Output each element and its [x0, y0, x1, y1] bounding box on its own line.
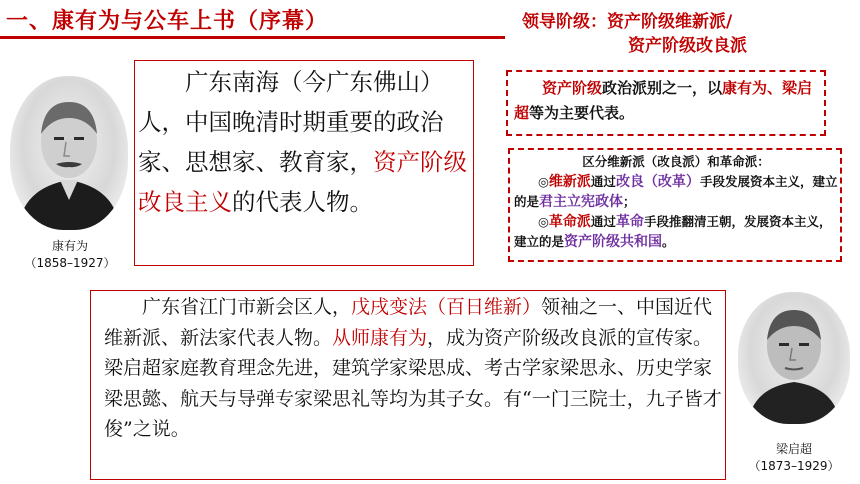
kang-bio-part-2: 的代表人物。: [232, 188, 373, 216]
revolutionary-text-3: 。: [662, 234, 675, 249]
kang-years: （1858–1927）: [24, 256, 116, 270]
revolutionary-means: 革命: [615, 214, 644, 230]
class-text-1: 政治派别之一，以: [602, 79, 723, 97]
liang-bio-part-2: 领袖之一、中国近代维新派、新法家代表人物。: [104, 296, 713, 349]
liang-qichao-portrait: [738, 292, 850, 424]
class-definition-text: [514, 76, 820, 126]
reformist-row: [514, 172, 838, 212]
liang-bio-highlight-2: 从师康有为: [332, 326, 428, 349]
leader-line-1: 领导阶级：资产阶级维新派/: [522, 12, 733, 32]
liang-bio-part-1: 广东省江门市新会区人，: [142, 296, 352, 318]
reformist-result: 君主立宪政体: [539, 194, 624, 210]
liang-portrait-drawing: [738, 292, 850, 424]
revolutionary-text-1: 通过: [590, 214, 616, 229]
liang-bio-highlight-1: 戊戌变法（百日维新）: [351, 296, 542, 318]
bullet-icon: ◎: [538, 174, 549, 189]
liang-name: 梁启超: [775, 442, 812, 456]
revolutionary-term: 革命派: [548, 214, 591, 230]
liang-bio-text: [104, 292, 722, 445]
kang-youwei-portrait: [10, 76, 128, 230]
title-underline: [0, 36, 505, 39]
reformist-text-1: 通过: [590, 174, 616, 189]
liang-years: （1873–1929）: [748, 459, 840, 473]
revolutionary-result: 资产阶级共和国: [564, 234, 663, 250]
class-representatives: 康有为、梁启超: [514, 79, 813, 122]
reformist-text-3: ；: [623, 194, 636, 209]
kang-caption: [0, 238, 140, 272]
leader-line-2: 资产阶级改良派: [628, 36, 747, 56]
section-title: 一、康有为与公车上书（序幕）: [6, 9, 329, 34]
kang-bio-part-1: 广东南海（今广东佛山）人，中国晚清时期重要的政治家、思想家、教育家，: [138, 68, 444, 176]
kang-bio-highlight: 资产阶级改良主义: [138, 148, 467, 216]
kang-name: 康有为: [51, 239, 88, 253]
reformist-term: 维新派: [548, 174, 591, 190]
liang-caption: [724, 441, 860, 475]
class-text-2: 等为主要代表。: [529, 104, 635, 122]
distinction-text: [514, 152, 838, 252]
revolutionary-row: [514, 212, 838, 252]
class-term: 资产阶级: [542, 79, 603, 97]
distinction-heading: 区分维新派（改良派）和革命派：: [582, 154, 770, 169]
reformist-means: 改良（改革）: [615, 174, 700, 190]
liang-bio-part-3: ，成为资产阶级改良派的宣传家。梁启超家庭教育理念先进，建筑学家梁思成、考古学家梁思永、历史学家梁思懿、航天与导弹专家梁思礼等均为其子女。有“一门三院士，九子皆才俊”之说。: [104, 326, 722, 440]
revolutionary-text-2: 手段推翻清王朝，发展资本主义，建立的是: [514, 214, 832, 249]
reformist-text-2: 手段发展资本主义，建立的是: [514, 174, 838, 209]
leader-class-label: [522, 10, 822, 58]
kang-bio-text: [138, 62, 474, 222]
bullet-icon: ◎: [538, 214, 549, 229]
kang-portrait-drawing: [10, 76, 128, 230]
